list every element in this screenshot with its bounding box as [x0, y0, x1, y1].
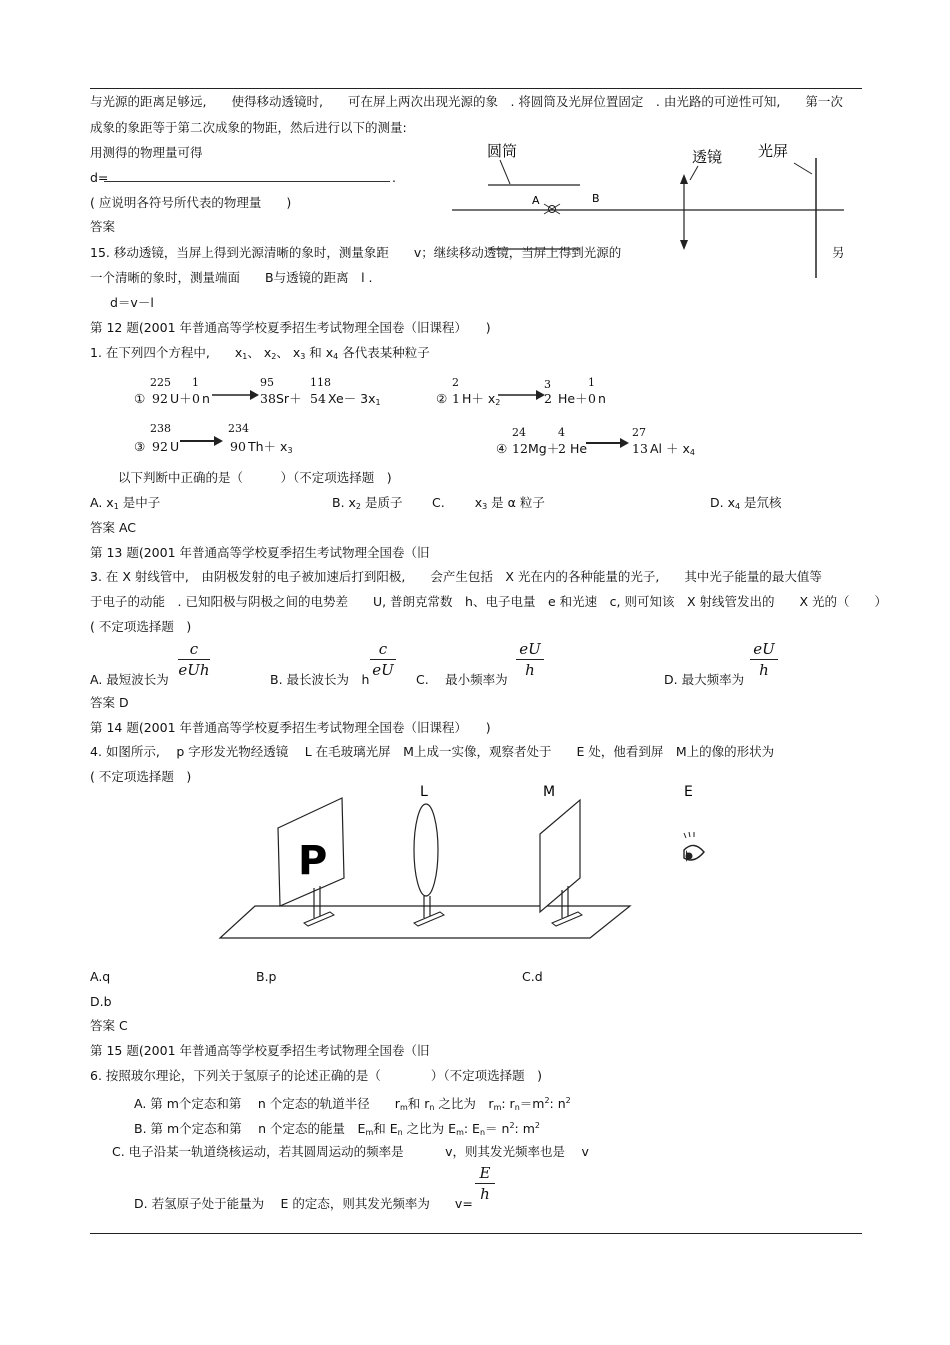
lens-screen-figure	[210, 778, 730, 948]
q15-line-a: 15. 移动透镜，当屏上得到光源清晰的象时，测量象距 v；继续移动透镜，当屏上得到光源的	[90, 245, 622, 260]
bottom-rule	[90, 1233, 862, 1234]
label-b: B	[592, 192, 600, 205]
optical-bench-figure	[440, 138, 860, 283]
q6-option-c: C. 电子沿某一轨道绕核运动，若其圆周运动的频率是 v，则其发光频率也是 v	[112, 1144, 589, 1159]
paragraph-line-1: 与光源的距离足够远, 使得移动透镜时, 可在屏上两次出现光源的象 . 将圆筒及光屏位置固定 . 由光路的可逆性可知, 第一次	[90, 94, 843, 109]
paragraph-line-5: ( 应说明各符号所代表的物理量 )	[90, 195, 292, 210]
q4-option-d: D.b	[90, 994, 112, 1009]
q3-fraction-b: $\frac{c}{eU}$	[370, 640, 396, 679]
answer-q1: 答案 AC	[90, 520, 137, 535]
screen-plate	[540, 800, 580, 912]
reaction-arrow-3	[180, 434, 224, 448]
q4-option-c: C.d	[522, 969, 543, 984]
d-blank-line	[104, 181, 390, 182]
equation-2: ② 2 1 $H+ x_2$ 3 2 He＋ 1 0 n	[436, 376, 606, 407]
q1-stem: 1. 在下列四个方程中, $x_1$、 $x_2$、 $x_3$ 和 $x_4$ 各代表某种粒子	[90, 345, 430, 361]
tube-label: 圆筒	[487, 142, 518, 160]
q6-stem: 6. 按照玻尔理论，下列关于氢原子的论述正确的是（ ）（不定项选择题 )	[90, 1068, 543, 1083]
q1-judge: 以下判断中正确的是（ ）（不定项选择题 )	[118, 470, 392, 485]
equation-4: ④ 24 12 Mg＋ 4 2 He 27 13 $Al + x_4$	[496, 426, 695, 457]
q1-option-b: B. $x_2$ 是质子	[332, 495, 403, 511]
equation-3: ③ 238 92 U 234 90 $Th+ x_3$	[134, 422, 293, 455]
d-formula-suffix: .	[392, 170, 396, 185]
q3-option-d: D. 最大频率为	[664, 672, 745, 687]
q3-option-c: C. 最小频率为	[416, 672, 508, 687]
q3-line-a: 3. 在 X 射线管中, 由阴极发射的电子被加速后打到阳极, 会产生包括 X 光在内的各种能量的光子, 其中光子能量的最大值等	[90, 569, 822, 584]
q3-line-b: 于电子的动能 . 已知阳极与阴极之间的电势差 U, 普朗克常数 h、电子电量 e 和光速 c, 则可知该 X 射线管发出的 X 光的（ ）	[90, 594, 888, 609]
screen-label: 光屏	[758, 142, 789, 160]
heading-q12: 第 12 题(2001 年普通高等学校夏季招生考试物理全国卷（旧课程） )	[90, 320, 491, 335]
heading-q13: 第 13 题(2001 年普通高等学校夏季招生考试物理全国卷（旧	[90, 545, 430, 560]
lens-ellipse	[414, 804, 438, 896]
q6-option-a: A. 第 m个定态和第 n 个定态的轨道半径 $r_m$和 $r_n$ 之比为 $r_m$: $r_n=m^2$: $n^2$	[134, 1096, 571, 1112]
q1-option-d: D. $x_4$ 是氘核	[710, 495, 782, 511]
paragraph-line-3: 用测得的物理量可得	[90, 145, 203, 160]
q3-line-c: ( 不定项选择题 )	[90, 619, 192, 634]
heading-q14: 第 14 题(2001 年普通高等学校夏季招生考试物理全国卷（旧课程） )	[90, 720, 491, 735]
label-m: M	[543, 784, 556, 800]
q15-line-c: 一个清晰的象时，测量端面 B与透镜的距离 l .	[90, 270, 373, 285]
q1-option-c: C. $x_3$ 是 α 粒子	[432, 495, 545, 511]
q3-option-a: A. 最短波长为	[90, 672, 169, 687]
reaction-arrow-2	[498, 388, 546, 402]
answer-q4: 答案 C	[90, 1018, 128, 1033]
q3-option-b: B. 最长波长为 h	[270, 672, 370, 687]
q4-option-b: B.p	[256, 969, 277, 984]
q15-line-b: 另	[832, 245, 845, 260]
lens-label: 透镜	[692, 148, 723, 166]
q4-option-a: A.q	[90, 969, 111, 984]
label-a: A	[532, 194, 540, 207]
label-l: L	[420, 784, 428, 800]
q4-line-a: 4. 如图所示, p 字形发光物经透镜 L 在毛玻璃光屏 M上成一实像，观察者处于 E 处，他看到屏 M上的像的形状为	[90, 744, 775, 759]
object-letter-p: P	[298, 838, 328, 884]
q3-fraction-c: $\frac{eU}{h}$	[516, 640, 544, 679]
q3-fraction-d: $\frac{eU}{h}$	[750, 640, 778, 679]
q6-option-b: B. 第 m个定态和第 n 个定态的能量 $E_m$和 $E_n$ 之比为 $E_m$: $E_n= n^2$: $m^2$	[134, 1121, 540, 1137]
top-rule	[90, 88, 862, 89]
reaction-arrow-1	[212, 388, 260, 402]
q6-fraction-d: $\frac{E}{h}$	[475, 1164, 495, 1203]
d-formula-prefix: d=	[90, 170, 109, 185]
paragraph-line-2: 成象的象距等于第二次成象的物距，然后进行以下的测量:	[90, 120, 407, 135]
q15-line-d: d＝v－l	[110, 295, 154, 310]
equation-1: ① 225 92 U＋ 1 0 n 95 38 Sr＋ 118 54 $Xe- 3x_1$	[134, 376, 381, 407]
q1-option-a: A. $x_1$ 是中子	[90, 495, 161, 511]
q6-option-d: D. 若氢原子处于能量为 E 的定态，则其发光频率为 v=	[134, 1196, 473, 1211]
q4-line-b: ( 不定项选择题 )	[90, 769, 192, 784]
eye-icon	[684, 832, 704, 862]
answer-q3: 答案 D	[90, 695, 129, 710]
q3-fraction-a: c eUh	[178, 640, 210, 679]
answer-label: 答案	[90, 219, 116, 234]
label-e: E	[684, 784, 693, 800]
heading-q15: 第 15 题(2001 年普通高等学校夏季招生考试物理全国卷（旧	[90, 1043, 430, 1058]
reaction-arrow-4	[586, 436, 630, 450]
